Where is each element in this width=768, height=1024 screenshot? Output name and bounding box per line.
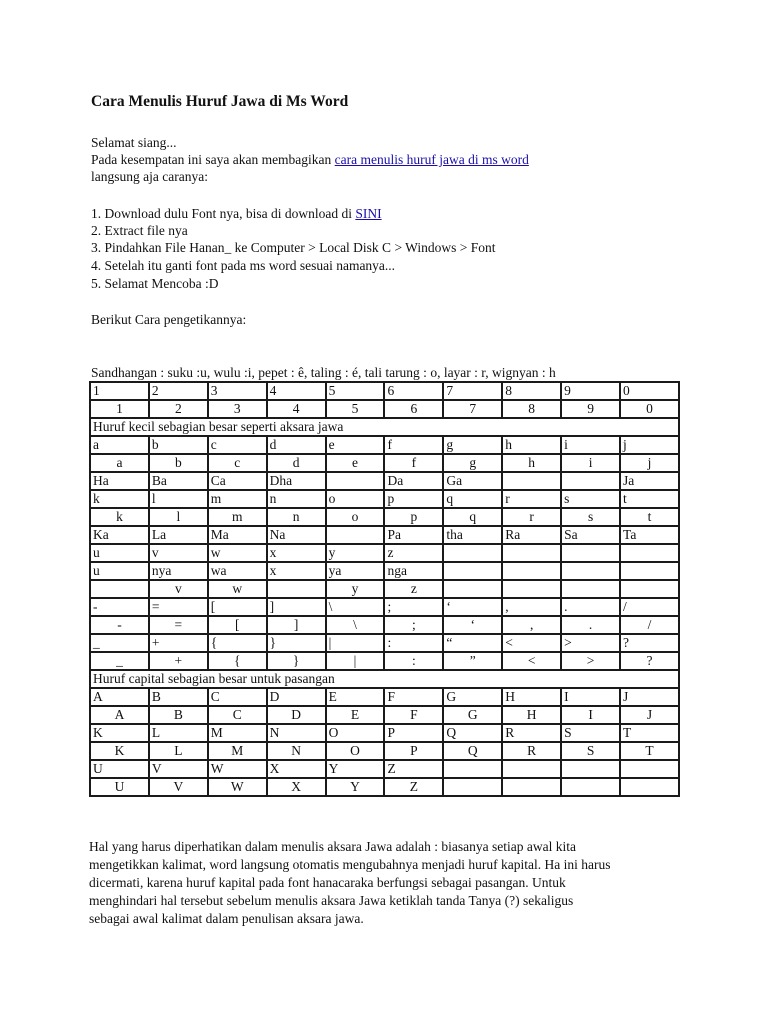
table-cell: P <box>384 742 443 760</box>
table-cell: “ <box>443 634 502 652</box>
table-cell: v <box>149 580 208 598</box>
table-cell <box>620 760 679 778</box>
table-cell: ‘ <box>443 598 502 616</box>
table-row <box>90 760 679 778</box>
table-cell: , <box>502 616 561 634</box>
table-cell: h <box>502 454 561 472</box>
table-cell: 8 <box>502 400 561 418</box>
table-cell: N <box>267 742 326 760</box>
table-cell: W <box>208 778 267 796</box>
table-cell: < <box>502 652 561 670</box>
table-cell: w <box>208 580 267 598</box>
table-cell: x <box>267 562 326 580</box>
table-row <box>90 724 679 742</box>
table-cell: n <box>267 490 326 508</box>
table-row <box>90 652 679 670</box>
table-cell: ? <box>620 634 679 652</box>
table-cell <box>502 562 561 580</box>
table-cell: ‘ <box>443 616 502 634</box>
table-cell: B <box>149 706 208 724</box>
table-cell: 0 <box>620 400 679 418</box>
step-5: 5. Selamat Mencoba :D <box>91 276 219 291</box>
table-cell: j <box>620 454 679 472</box>
table-cell: ; <box>384 598 443 616</box>
table-cell: p <box>384 490 443 508</box>
table-row <box>90 742 679 760</box>
table-cell: Z <box>384 778 443 796</box>
sandhangan-text: Sandhangan : suku :u, wulu :i, pepet : ê, taling : é, tali tarung : o, layar : r, wignyan : h <box>91 365 556 380</box>
table-cell: 4 <box>267 400 326 418</box>
table-cell: ? <box>620 652 679 670</box>
table-cell: U <box>90 760 149 778</box>
table-cell <box>620 562 679 580</box>
table-cell: k <box>90 508 149 526</box>
greeting-text: Selamat siang... <box>91 135 177 150</box>
table-cell: A <box>90 706 149 724</box>
table-cell: H <box>502 688 561 706</box>
table-cell: E <box>326 688 385 706</box>
table-cell: Sa <box>561 526 620 544</box>
table-cell <box>443 544 502 562</box>
table-cell: a <box>90 436 149 454</box>
table-cell: f <box>384 454 443 472</box>
table-cell <box>443 760 502 778</box>
table-cell <box>326 526 385 544</box>
table-cell <box>90 580 149 598</box>
table-row <box>90 436 679 454</box>
table-row <box>90 598 679 616</box>
table-cell: B <box>149 688 208 706</box>
table-cell: C <box>208 688 267 706</box>
table-cell: z <box>384 580 443 598</box>
table-cell: u <box>90 544 149 562</box>
table-cell: . <box>561 598 620 616</box>
table-cell: c <box>208 454 267 472</box>
table-cell: Ma <box>208 526 267 544</box>
table-cell: 2 <box>149 382 208 400</box>
table-cell <box>620 544 679 562</box>
table-cell <box>502 778 561 796</box>
footer-line: Hal yang harus diperhatikan dalam menulis aksara Jawa adalah : biasanya setiap awal kita <box>89 839 576 854</box>
table-cell: K <box>90 742 149 760</box>
table-cell: c <box>208 436 267 454</box>
table-cell: T <box>620 724 679 742</box>
table-cell: P <box>384 724 443 742</box>
table-cell: e <box>326 436 385 454</box>
table-cell: / <box>620 598 679 616</box>
table-cell: w <box>208 544 267 562</box>
table-cell: La <box>149 526 208 544</box>
table-cell: L <box>149 742 208 760</box>
table-cell: 7 <box>443 382 502 400</box>
footer-line: dicermati, karena huruf kapital pada font hanacaraka berfungsi sebagai pasangan. Untuk <box>89 875 566 890</box>
table-cell: Ra <box>502 526 561 544</box>
table-cell: , <box>502 598 561 616</box>
table-cell: X <box>267 760 326 778</box>
table-cell: U <box>90 778 149 796</box>
table-cell: ] <box>267 598 326 616</box>
table-cell: J <box>620 706 679 724</box>
step-1 <box>91 205 382 222</box>
table-cell: + <box>149 634 208 652</box>
table-cell: i <box>561 454 620 472</box>
table-cell: q <box>443 490 502 508</box>
table-cell: 0 <box>620 382 679 400</box>
table-cell: Ja <box>620 472 679 490</box>
table-cell: D <box>267 688 326 706</box>
table-cell: < <box>502 634 561 652</box>
table-cell: d <box>267 454 326 472</box>
table-cell <box>443 562 502 580</box>
table-row <box>90 382 679 400</box>
table-cell: y <box>326 580 385 598</box>
table-cell: m <box>208 508 267 526</box>
table-cell: b <box>149 454 208 472</box>
table-cell <box>443 580 502 598</box>
table-cell: X <box>267 778 326 796</box>
table-cell: } <box>267 652 326 670</box>
table-cell: 2 <box>149 400 208 418</box>
table-cell: 7 <box>443 400 502 418</box>
table-cell: ] <box>267 616 326 634</box>
step-1-text: 1. Download dulu Font nya, bisa di download di <box>91 206 356 221</box>
table-cell: g <box>443 454 502 472</box>
table-cell: A <box>90 688 149 706</box>
table-row <box>90 454 679 472</box>
table-cell: d <box>267 436 326 454</box>
intro-line <box>91 151 529 168</box>
table-cell: . <box>561 616 620 634</box>
table-cell: > <box>561 634 620 652</box>
table-cell: y <box>326 544 385 562</box>
table-cell: ” <box>443 652 502 670</box>
table-cell: } <box>267 634 326 652</box>
table-cell: { <box>208 634 267 652</box>
table-body <box>90 382 679 796</box>
table-cell: l <box>149 490 208 508</box>
table-cell: T <box>620 742 679 760</box>
table-cell: o <box>326 490 385 508</box>
table-cell <box>561 544 620 562</box>
table-cell <box>443 778 502 796</box>
table-cell: s <box>561 490 620 508</box>
download-link[interactable]: SINI <box>355 206 382 221</box>
table-cell <box>561 472 620 490</box>
table-cell: V <box>149 778 208 796</box>
table-cell: = <box>149 598 208 616</box>
table-cell: \ <box>326 598 385 616</box>
table-cell: t <box>620 490 679 508</box>
table-cell: - <box>90 598 149 616</box>
table-cell: o <box>326 508 385 526</box>
table-cell: S <box>561 742 620 760</box>
table-cell <box>502 472 561 490</box>
table-cell: F <box>384 688 443 706</box>
table-row <box>90 544 679 562</box>
footer-line: menghindari hal tersebut sebelum menulis aksara Jawa ketiklah tanda Tanya (?) sekaligus <box>89 893 574 908</box>
table-cell: E <box>326 706 385 724</box>
table-cell: G <box>443 688 502 706</box>
table-cell: t <box>620 508 679 526</box>
table-cell: k <box>90 490 149 508</box>
table-cell: x <box>267 544 326 562</box>
table-cell <box>267 580 326 598</box>
table-cell: { <box>208 652 267 670</box>
table-cell: r <box>502 508 561 526</box>
table-cell: p <box>384 508 443 526</box>
footer-note <box>89 838 689 928</box>
table-cell: + <box>149 652 208 670</box>
table-cell: v <box>149 544 208 562</box>
table-cell: [ <box>208 616 267 634</box>
table-cell: : <box>384 634 443 652</box>
table-cell: ; <box>384 616 443 634</box>
table-cell: Ca <box>208 472 267 490</box>
table-section-heading: Huruf capital sebagian besar untuk pasangan <box>90 670 679 688</box>
table-cell: tha <box>443 526 502 544</box>
table-cell: Z <box>384 760 443 778</box>
table-cell <box>502 580 561 598</box>
table-cell: 5 <box>326 400 385 418</box>
step-2: 2. Extract file nya <box>91 223 188 238</box>
table-section-heading: Huruf kecil sebagian besar seperti aksara jawa <box>90 418 679 436</box>
table-row <box>90 418 679 436</box>
table-cell: 6 <box>384 382 443 400</box>
table-cell: 6 <box>384 400 443 418</box>
table-cell <box>502 760 561 778</box>
table-cell: Pa <box>384 526 443 544</box>
table-cell: - <box>90 616 149 634</box>
table-row <box>90 508 679 526</box>
table-cell: J <box>620 688 679 706</box>
keyboard-mapping-table <box>89 381 680 797</box>
table-cell: | <box>326 652 385 670</box>
table-cell: > <box>561 652 620 670</box>
intro-line-2: langsung aja caranya: <box>91 169 208 184</box>
table-cell <box>326 472 385 490</box>
table-cell: a <box>90 454 149 472</box>
footer-line: sebagai awal kalimat dalam penulisan aksara jawa. <box>89 911 364 926</box>
table-cell: 5 <box>326 382 385 400</box>
table-cell: S <box>561 724 620 742</box>
table-cell: _ <box>90 634 149 652</box>
table-cell <box>561 760 620 778</box>
table-cell: M <box>208 724 267 742</box>
table-cell: s <box>561 508 620 526</box>
table-cell <box>620 580 679 598</box>
table-cell <box>561 778 620 796</box>
table-cell: Ka <box>90 526 149 544</box>
table-cell: R <box>502 742 561 760</box>
table-row <box>90 670 679 688</box>
table-cell <box>561 562 620 580</box>
table-cell: r <box>502 490 561 508</box>
table-row <box>90 688 679 706</box>
table-cell: Q <box>443 724 502 742</box>
table-row <box>90 706 679 724</box>
table-cell: K <box>90 724 149 742</box>
table-cell: W <box>208 760 267 778</box>
table-cell: Q <box>443 742 502 760</box>
table-cell: 8 <box>502 382 561 400</box>
table-row <box>90 634 679 652</box>
page-title: Cara Menulis Huruf Jawa di Ms Word <box>91 93 349 110</box>
table-cell: _ <box>90 652 149 670</box>
table-cell: nga <box>384 562 443 580</box>
table-cell: C <box>208 706 267 724</box>
table-cell: g <box>443 436 502 454</box>
intro-text: Pada kesempatan ini saya akan membagikan <box>91 152 335 167</box>
step-4: 4. Setelah itu ganti font pada ms word sesuai namanya... <box>91 258 396 273</box>
table-cell: Dha <box>267 472 326 490</box>
table-cell: 4 <box>267 382 326 400</box>
table-cell: : <box>384 652 443 670</box>
table-cell: G <box>443 706 502 724</box>
table-cell: Ba <box>149 472 208 490</box>
table-cell: [ <box>208 598 267 616</box>
table-cell: Y <box>326 760 385 778</box>
table-cell: i <box>561 436 620 454</box>
table-cell: R <box>502 724 561 742</box>
table-cell: 9 <box>561 382 620 400</box>
table-cell: z <box>384 544 443 562</box>
table-row <box>90 580 679 598</box>
table-cell: b <box>149 436 208 454</box>
table-cell: = <box>149 616 208 634</box>
table-cell: H <box>502 706 561 724</box>
table-cell: q <box>443 508 502 526</box>
table-cell: I <box>561 706 620 724</box>
table-row <box>90 616 679 634</box>
table-cell: D <box>267 706 326 724</box>
table-cell <box>561 580 620 598</box>
table-cell: L <box>149 724 208 742</box>
method-heading: Berikut Cara pengetikannya: <box>91 312 247 327</box>
table-cell: u <box>90 562 149 580</box>
table-cell: l <box>149 508 208 526</box>
table-row <box>90 778 679 796</box>
table-cell: \ <box>326 616 385 634</box>
table-row <box>90 490 679 508</box>
table-row <box>90 526 679 544</box>
table-cell: f <box>384 436 443 454</box>
table-cell: / <box>620 616 679 634</box>
table-cell: I <box>561 688 620 706</box>
table-cell: Ta <box>620 526 679 544</box>
table-cell: O <box>326 742 385 760</box>
table-cell: 1 <box>90 400 149 418</box>
table-cell <box>502 544 561 562</box>
table-cell: n <box>267 508 326 526</box>
table-row <box>90 562 679 580</box>
table-cell: O <box>326 724 385 742</box>
table-cell: j <box>620 436 679 454</box>
table-cell: ya <box>326 562 385 580</box>
table-cell: e <box>326 454 385 472</box>
table-cell: 1 <box>90 382 149 400</box>
table-cell: V <box>149 760 208 778</box>
table-cell: nya <box>149 562 208 580</box>
table-row <box>90 472 679 490</box>
table-cell: 3 <box>208 400 267 418</box>
table-row <box>90 400 679 418</box>
table-cell: Y <box>326 778 385 796</box>
table-cell: m <box>208 490 267 508</box>
table-cell: 9 <box>561 400 620 418</box>
table-cell: wa <box>208 562 267 580</box>
table-cell: N <box>267 724 326 742</box>
table-cell: 3 <box>208 382 267 400</box>
table-cell: | <box>326 634 385 652</box>
table-cell: Ga <box>443 472 502 490</box>
table-cell: Na <box>267 526 326 544</box>
table-cell: Ha <box>90 472 149 490</box>
table-cell <box>620 778 679 796</box>
table-cell: F <box>384 706 443 724</box>
step-3: 3. Pindahkan File Hanan_ ke Computer > Local Disk C > Windows > Font <box>91 240 496 255</box>
table-cell: M <box>208 742 267 760</box>
article-link[interactable]: cara menulis huruf jawa di ms word <box>334 152 529 167</box>
table-cell: h <box>502 436 561 454</box>
table-cell: Da <box>384 472 443 490</box>
footer-line: mengetikkan kalimat, word langsung otomatis mengubahnya menjadi huruf kapital. Ha ini harus <box>89 857 611 872</box>
